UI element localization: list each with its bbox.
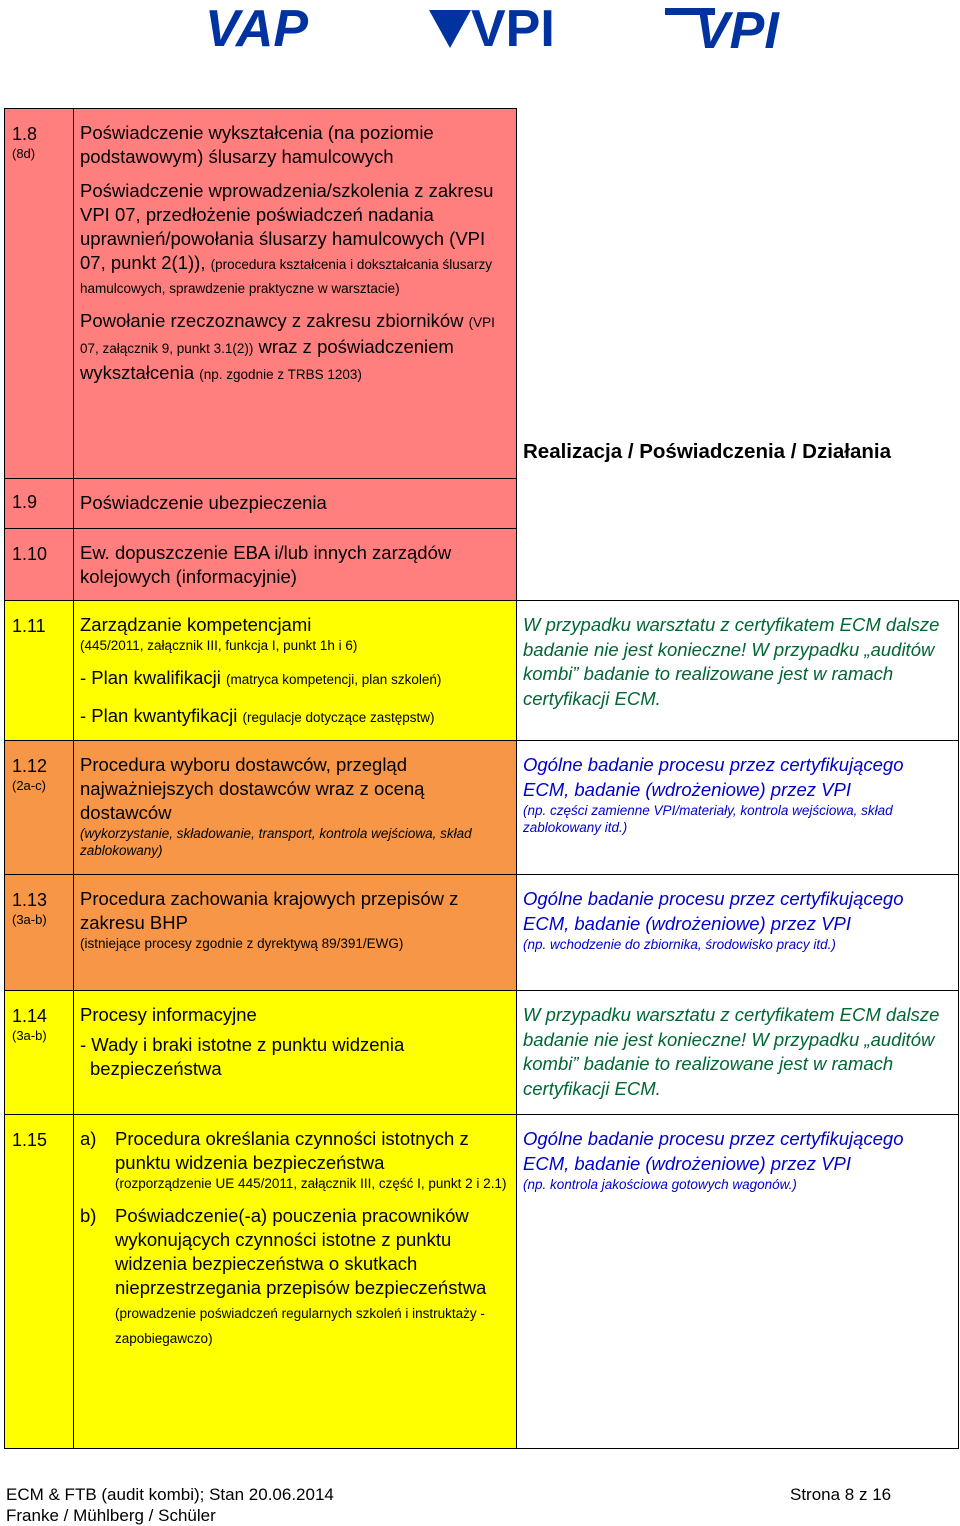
sub-number: (3a-b) [12,1028,47,1043]
row-number [5,529,74,601]
desc-text: wraz z poświadczeniem wykształcenia [80,336,454,383]
number-text: 1.11 [12,616,46,636]
desc-item [80,704,510,730]
footer-authors: Franke / Mühlberg / Schüler [6,1506,216,1525]
vpi-logo-2-graphic [665,2,805,52]
row-description [74,601,517,741]
desc-item-b [80,1204,510,1350]
number-text: 1.9 [12,492,38,512]
footer-doc-info: ECM & FTB (audit kombi); Stan 20.06.2014 [6,1485,334,1504]
realization-cell [517,991,959,1115]
realization-cell [517,601,959,741]
realization-note: (np. części zamienne VPI/materiały, kontrola wejściowa, skład zablokowany itd.) [523,803,893,835]
row-1-8 [5,109,959,479]
row-1-15 [5,1115,959,1449]
row-description [74,1115,517,1449]
desc-title: Procedura wyboru dostawców, przegląd najważniejszych dostawców wraz z oceną dostawców [80,754,425,823]
desc-note: (wykorzystanie, składowanie, transport, kontrola wejściowa, skład zablokowany) [80,826,472,858]
vap-logo-graphic [205,2,335,52]
vpi-logo-1-graphic [425,2,575,52]
row-number [5,875,74,991]
row-number [5,1115,74,1449]
logo-bar [0,0,960,60]
row-1-12 [5,741,959,875]
desc-text: Poświadczenie(-a) pouczenia pracowników wykonujących czynności istotne z punktu widzenia bezpieczeństwa o skutkach nieprzestrzegania przepisów bezpieczeństwa [115,1205,487,1298]
footer-page-number: Strona 8 z 16 [790,1485,892,1504]
desc-title: Poświadczenie wykształcenia (na poziomie podstawowym) ślusarzy hamulcowych [80,122,434,167]
desc-title: Procesy informacyjne [80,1004,257,1025]
vap-logo [205,2,335,52]
row-description [74,479,517,529]
desc-para [80,309,510,387]
desc-text: - Plan kwalifikacji [80,667,221,688]
row-1-14 [5,991,959,1115]
page-footer [6,1484,946,1526]
realization-cell [517,1115,959,1449]
desc-note: (matryca kompetencji, plan szkoleń) [226,672,442,687]
realization-note: (np. kontrola jakościowa gotowych wagonów.) [523,1177,797,1192]
vpi-logo-1 [425,2,575,52]
audit-table [4,108,959,1449]
desc-title: Zarządzanie kompetencjami [80,614,312,635]
desc-text: Ew. dopuszczenie EBA i/lub innych zarządów kolejowych [80,542,452,587]
row-number [5,741,74,875]
desc-item: - Wady i braki istotne z punktu widzenia bezpieczeństwa [80,1034,405,1079]
row-description [74,875,517,991]
item-label: b) [80,1205,97,1226]
number-text: 1.14 [12,1006,48,1026]
desc-text: Powołanie rzeczoznawcy z zakresu zbiorników [80,310,464,331]
vpi-triangle-icon [429,10,471,48]
number-text: 1.13 [12,890,48,910]
vap-logo-text: VAP [205,2,309,52]
row-number [5,109,74,479]
row-number [5,991,74,1115]
desc-note: (regulacje dotyczące zastępstw) [242,710,435,725]
realization-cell [517,875,959,991]
realization-note: (np. wchodzenie do zbiornika, środowisko pracy itd.) [523,937,836,952]
desc-note: (prowadzenie poświadczeń regularnych szkoleń i instruktaży - zapobiegawczo) [115,1306,485,1346]
vpi-logo-2 [665,2,805,52]
row-description [74,529,517,601]
desc-text: - Plan kwantyfikacji [80,705,238,726]
vpi-logo-1-text: VPI [471,2,555,52]
row-description [74,741,517,875]
desc-note: (np. zgodnie z TRBS 1203) [199,367,362,382]
row-1-13 [5,875,959,991]
number-text: 1.8 [12,124,38,144]
number-text: 1.15 [12,1130,48,1150]
sub-number: (8d) [12,146,36,161]
number-text: 1.10 [12,544,48,564]
desc-item [80,666,510,692]
row-description [74,109,517,479]
desc-note: (VPI 07, załącznik 9, punkt 3.1(2)) [80,315,495,356]
sub-number: (2a-c) [12,778,46,793]
desc-note: (rozporządzenie UE 445/2011, załącznik III, część I, punkt 2 i 2.1) [115,1176,507,1191]
sub-number: (3a-b) [12,912,47,927]
desc-title: Procedura zachowania krajowych przepisów z zakresu BHP [80,888,459,933]
realization-header-cell [517,109,959,601]
row-number [5,479,74,529]
item-label: a) [80,1128,97,1149]
realization-text: Ogólne badanie procesu przez certyfikującego ECM, badanie (wdrożeniowe) przez VPI [523,754,904,800]
row-description [74,991,517,1115]
desc-note: (informacyjnie) [175,566,297,587]
realization-text: W przypadku warsztatu z certyfikatem ECM dalsze badanie nie jest konieczne! W przypadku „auditów kombi” badanie to realizowane jest w ramach certyfikacji ECM. [523,614,940,709]
realization-text: Ogólne badanie procesu przez certyfikującego ECM, badanie (wdrożeniowe) przez VPI [523,1128,904,1174]
desc-item-a [80,1127,510,1192]
desc-note: (445/2011, załącznik III, funkcja I, punkt 1h i 6) [80,638,358,653]
number-text: 1.12 [12,756,48,776]
realization-text: W przypadku warsztatu z certyfikatem ECM dalsze badanie nie jest konieczne! W przypadku „auditów kombi” badanie to realizowane jest w ramach certyfikacji ECM. [523,1004,940,1099]
desc-note: (procedura kształcenia i dokształcania ślusarzy hamulcowych, sprawdzenie praktyczne w warsztacie) [80,257,492,296]
column-header: Realizacja / Poświadczenia / Działania [523,439,892,463]
desc-title: Poświadczenie ubezpieczenia [80,492,327,513]
desc-note: (istniejące procesy zgodnie z dyrektywą 89/391/EWG) [80,936,404,951]
row-1-11 [5,601,959,741]
vpi-logo-2-text: VPI [695,2,779,52]
realization-text: Ogólne badanie procesu przez certyfikującego ECM, badanie (wdrożeniowe) przez VPI [523,888,904,934]
desc-text: Procedura określania czynności istotnych z punktu widzenia bezpieczeństwa [115,1128,469,1173]
desc-para [80,179,510,299]
realization-cell [517,741,959,875]
row-number [5,601,74,741]
desc-text: Poświadczenie wprowadzenia/szkolenia z zakresu VPI 07, przedłożenie poświadczeń nadania uprawnień/powołania ślusarzy hamulcowych (VPI 07, punkt 2(1)), [80,180,494,273]
